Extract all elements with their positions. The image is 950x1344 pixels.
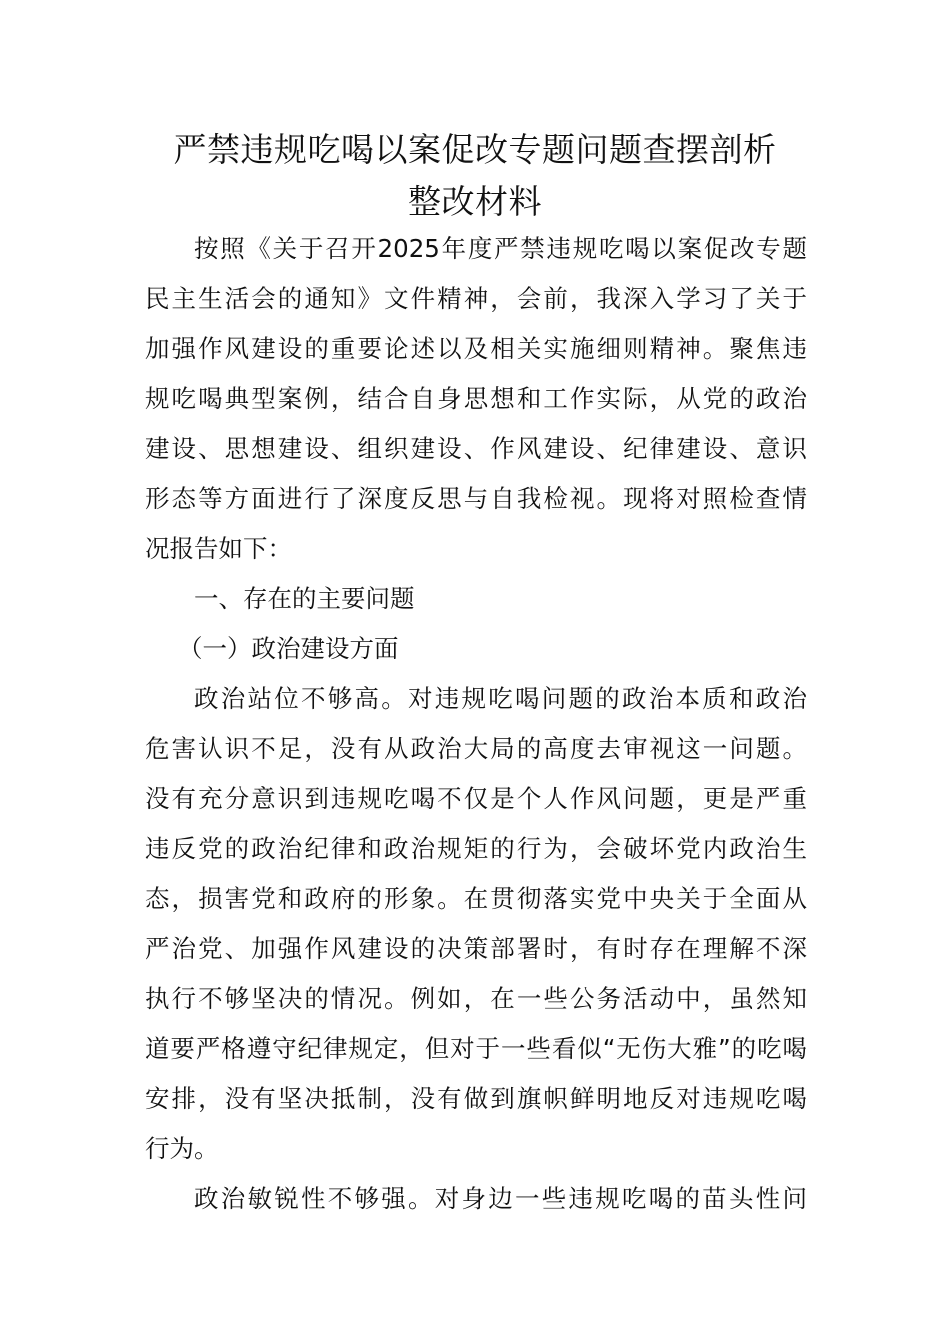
paragraph-line: 行为。	[145, 1134, 219, 1163]
paragraph-line: 按照《关于召开2025年度严禁违规吃喝以案促改专题	[194, 234, 807, 263]
paragraph-line: 形态等方面进行了深度反思与自我检视。现将对照检查情	[145, 484, 807, 513]
paragraph-line: 政治敏锐性不够强。对身边一些违规吃喝的苗头性问	[194, 1184, 807, 1213]
paragraph-line: 危害认识不足，没有从政治大局的高度去审视这一问题。	[145, 734, 807, 763]
paragraph-line: 安排，没有坚决抵制，没有做到旗帜鲜明地反对违规吃喝	[145, 1084, 807, 1113]
paragraph-line: 执行不够坚决的情况。例如，在一些公务活动中，虽然知	[145, 984, 807, 1013]
subsection-heading: （一）政治建设方面	[178, 634, 399, 663]
paragraph-line: 没有充分意识到违规吃喝不仅是个人作风问题，更是严重	[145, 784, 807, 813]
paragraph-line: 严治党、加强作风建设的决策部署时，有时存在理解不深	[145, 934, 807, 963]
paragraph-line: 建设、思想建设、组织建设、作风建设、纪律建设、意识	[145, 434, 807, 463]
paragraph-line: 况报告如下：	[145, 534, 292, 563]
document-title-line-1: 严禁违规吃喝以案促改专题问题查摆剖析	[173, 130, 777, 169]
paragraph-line: 政治站位不够高。对违规吃喝问题的政治本质和政治	[194, 684, 807, 713]
section-heading: 一、存在的主要问题	[194, 584, 415, 613]
paragraph-line: 民主生活会的通知》文件精神，会前，我深入学习了关于	[145, 284, 807, 313]
paragraph-line: 违反党的政治纪律和政治规矩的行为，会破坏党内政治生	[145, 834, 807, 863]
paragraph-line: 道要严格遵守纪律规定，但对于一些看似“无伤大雅”的吃喝	[145, 1034, 807, 1063]
document-title-line-2: 整改材料	[408, 182, 542, 221]
paragraph-line: 规吃喝典型案例，结合自身思想和工作实际，从党的政治	[145, 384, 807, 413]
paragraph-line: 态，损害党和政府的形象。在贯彻落实党中央关于全面从	[145, 884, 807, 913]
paragraph-line: 加强作风建设的重要论述以及相关实施细则精神。聚焦违	[145, 334, 807, 363]
